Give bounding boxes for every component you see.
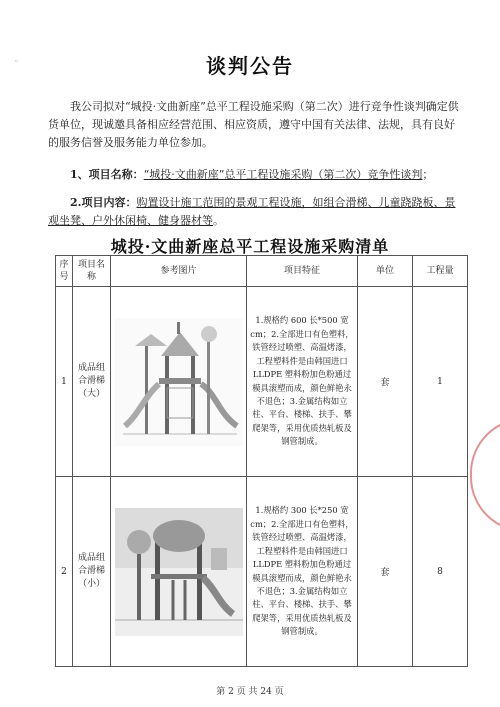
project-name-label: 1、项目名称： (70, 168, 144, 181)
row-name: 成品组合滑梯（大） (73, 287, 111, 477)
project-name-value: “城投·文曲新座”总平工程设施采购（第二次）竞争性谈判 (143, 168, 423, 181)
corner-mark: ◦ (14, 57, 19, 66)
project-content-label: 2.项目内容： (70, 196, 137, 209)
procurement-table (55, 255, 468, 667)
row-name: 成品组合滑梯（小） (73, 477, 111, 667)
page-number-footer: 第 2 页 共 24 页 (216, 687, 284, 697)
project-content-line (48, 194, 460, 230)
row-image (111, 287, 247, 477)
table-row (56, 477, 468, 667)
project-content-end: 。 (213, 214, 224, 227)
row-image (111, 477, 247, 667)
project-name-end: ； (422, 168, 434, 181)
header-unit: 单位 (358, 256, 413, 287)
table-row (56, 287, 468, 477)
row-spec: 1.规格约 600 长*500 宽 cm；2.全部进口有色塑料，铁管经过喷塑、高温烤漆，工程塑料件是由韩国进口 LLDPE 塑料粉加色粉通过模具滚塑而成，颜色鲜艳永不退色；3.金属结构如立柱、平台、楼梯、扶手、攀爬架等，采用优质热轧板及钢管制成。 (247, 287, 358, 477)
row-no: 1 (56, 287, 73, 477)
playground-slide-small-photo (115, 508, 243, 636)
row-no: 2 (56, 477, 73, 667)
list-title: 城投·文曲新座总平工程设施采购清单 (110, 237, 390, 256)
table-header-row (56, 256, 468, 287)
row-qty: 8 (413, 477, 468, 667)
header-qty: 工程量 (413, 256, 468, 287)
project-content-value: 购置设计施工范围的景观工程设施，如组合滑梯、儿童跷跷板、景观坐凳、户外休闲椅、健身器材等 (48, 196, 456, 227)
header-spec: 项目特征 (247, 256, 358, 287)
header-image: 参考图片 (111, 256, 247, 287)
page-title: 谈判公告 (206, 54, 294, 78)
row-unit: 套 (358, 287, 413, 477)
header-no: 序号 (56, 256, 73, 287)
playground-slide-large-photo (115, 318, 243, 446)
row-qty: 1 (413, 287, 468, 477)
row-spec: 1.规格约 300 长*250 宽 cm；2.全部进口有色塑料，铁管经过喷塑、高温烤漆，工程塑料件是由韩国进口 LLDPE 塑料粉加色粉通过模具滚塑而成，颜色鲜艳永不退色；3.金属结构如立柱、平台、楼梯、扶手、攀爬架等，采用优质热轧板及钢管制成。 (247, 477, 358, 667)
header-name: 项目名称 (73, 256, 111, 287)
red-seal-stamp (470, 418, 500, 532)
row-unit: 套 (358, 477, 413, 667)
intro-paragraph: 我公司拟对“城投·文曲新座”总平工程设施采购（第二次）进行竞争性谈判确定供货单位，现诚邀具备相应经营范围、相应资质，遵守中国有关法律、法规，具有良好的服务信誉及服务能力单位参加。 (48, 100, 459, 149)
project-name-line (48, 166, 460, 184)
